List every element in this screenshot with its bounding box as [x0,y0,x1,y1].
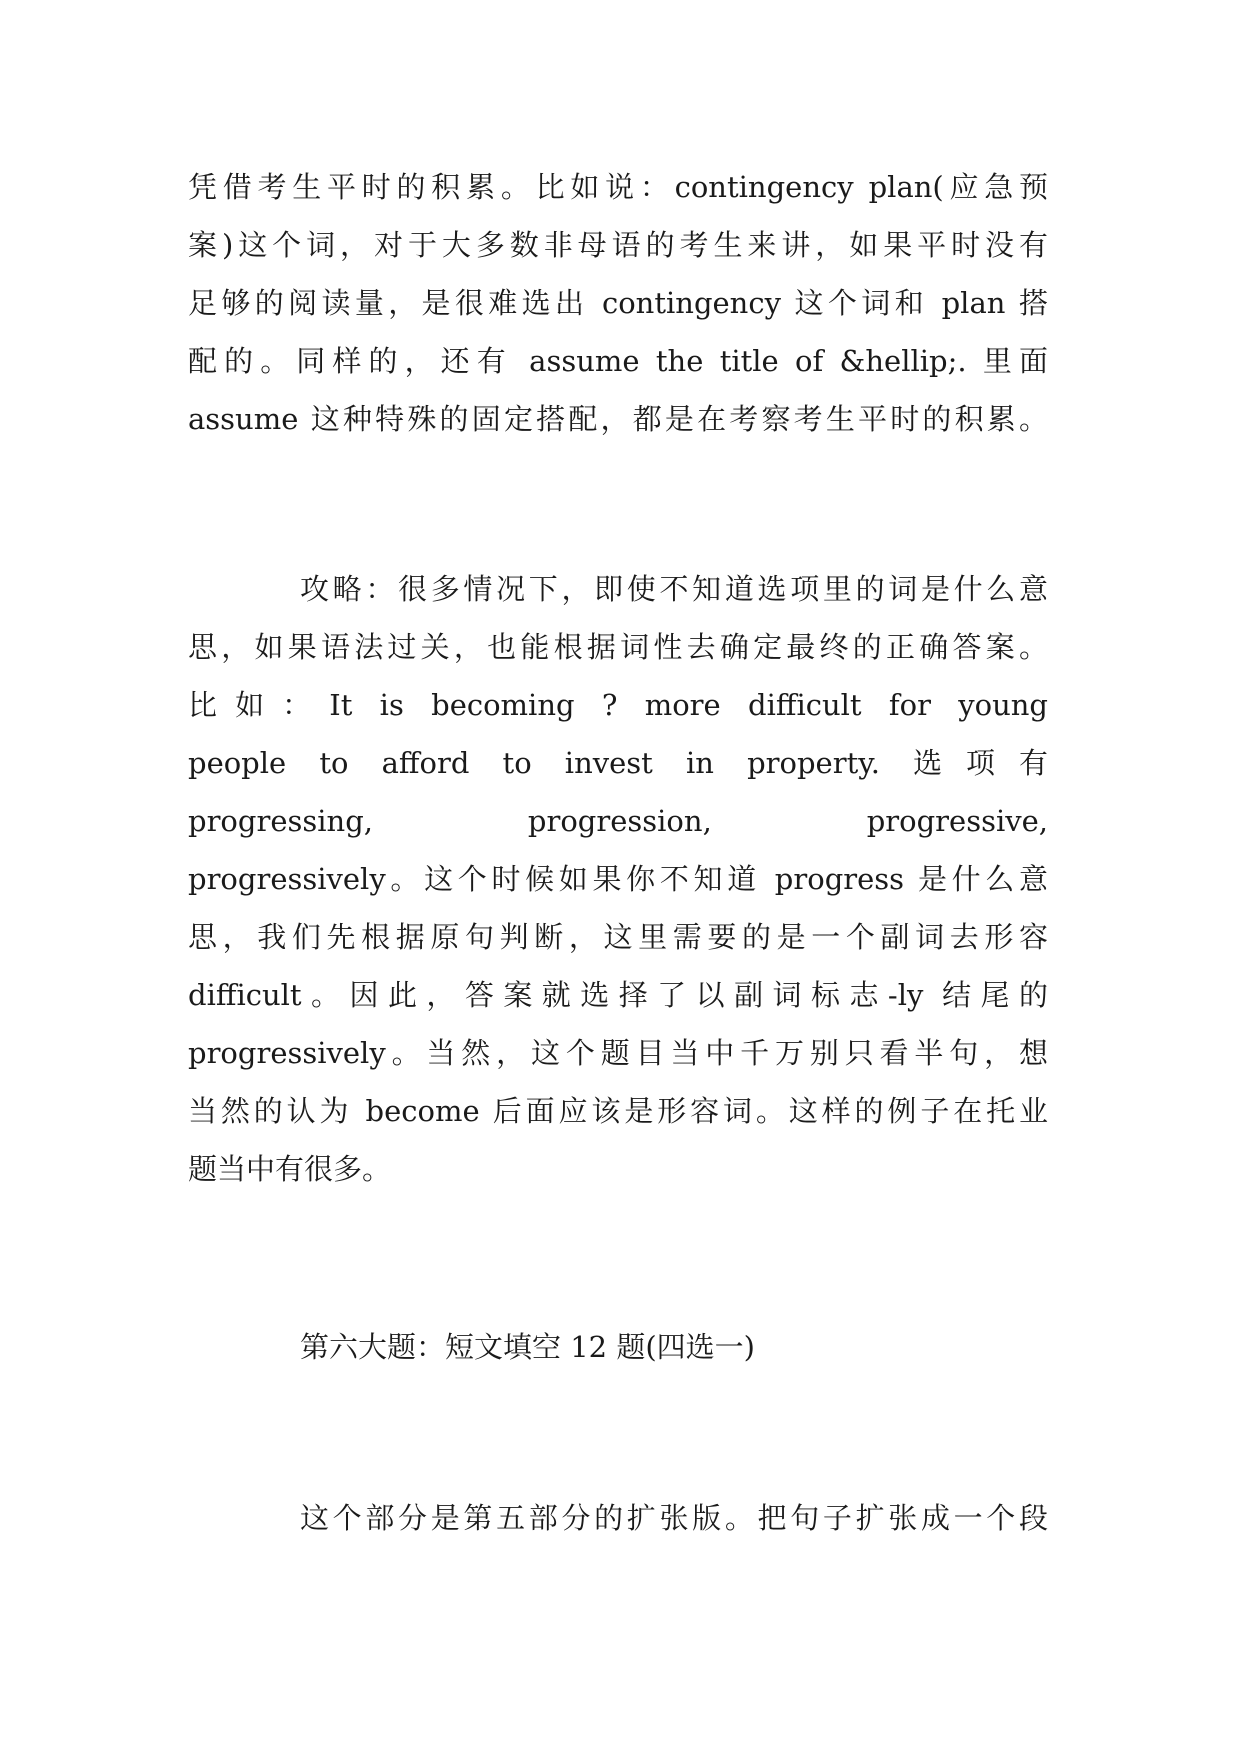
text-line: progressively。当然，这个题目当中千万别只看半句，想 [188,1036,1048,1070]
section-heading [188,1318,1048,1376]
paragraph-contingency [188,158,1048,448]
text-line: 攻略：很多情况下，即使不知道选项里的词是什么意 [300,572,1048,606]
text-line: 思，我们先根据原句判断，这里需要的是一个副词去形容 [188,920,1048,954]
text-line: 当然的认为 become 后面应该是形容词。这样的例子在托业 [188,1094,1048,1128]
paragraph-strategy [188,560,1048,1198]
text-line: 思，如果语法过关，也能根据词性去确定最终的正确答案。 [188,630,1048,664]
text-line: 案)这个词，对于大多数非母语的考生来讲，如果平时没有 [188,228,1048,262]
text-line: 凭借考生平时的积累。比如说：contingency plan(应急预 [188,170,1048,204]
text-line: progressively。这个时候如果你不知道 progress 是什么意 [188,862,1048,896]
text-line: assume 这种特殊的固定搭配，都是在考察考生平时的积累。 [188,402,1048,436]
text-line: 这个部分是第五部分的扩张版。把句子扩张成一个段 [300,1501,1048,1535]
text-line: 比如：It is becoming ? more difficult for young [188,688,1048,722]
text-line: people to afford to invest in property. 选项有 [188,746,1048,780]
text-line: 题当中有很多。 [188,1152,392,1186]
text-line: 足够的阅读量，是很难选出 contingency 这个词和 plan 搭 [188,286,1048,320]
text-line: difficult。因此，答案就选择了以副词标志-ly 结尾的 [188,978,1048,1012]
heading-line: 第六大题：短文填空 12 题(四选一) [300,1330,755,1364]
paragraph-part-six [188,1489,1048,1547]
text-line: progressing, progression, progressive, [188,804,1048,838]
text-line: 配的。同样的，还有 assume the title of &hellip;. 里面 [188,344,1048,378]
